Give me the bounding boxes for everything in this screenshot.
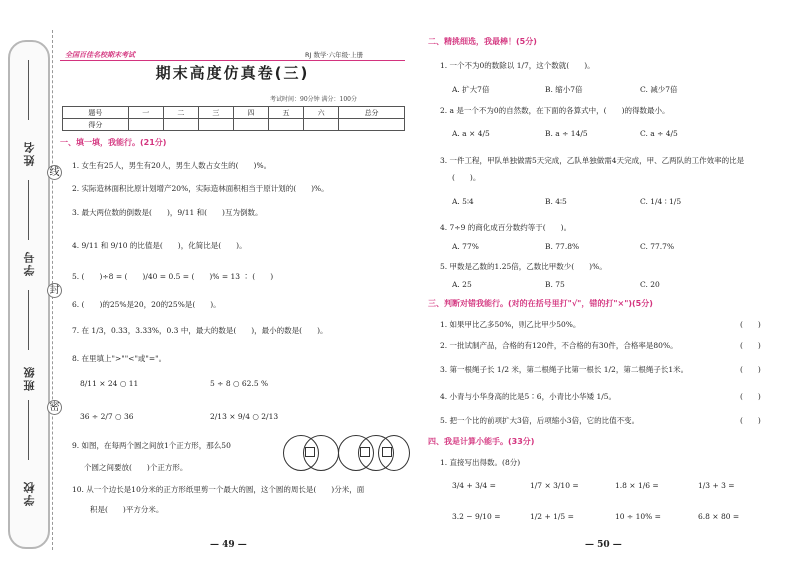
school-label: 学校 xyxy=(23,480,36,506)
section-3-heading: 三、判断对错我能行。(对的在括号里打"√"，错的打"×")(5分) xyxy=(428,299,653,308)
score-header-cell: 五 xyxy=(269,107,304,119)
q8-fill: 8. 在里填上">""<"或"="。 xyxy=(72,354,167,363)
calc-item: 6.8 × 80 = xyxy=(698,512,740,521)
mc-q2: 2. a 是一个不为0的自然数，在下面的各算式中，( )的得数最小。 xyxy=(440,106,670,115)
q5-fill: 5. ( )÷8 = ( )/40 = 0.5 = ( )% = 13 ∶ ( ) xyxy=(72,272,274,281)
page-number-right: — 50 — xyxy=(585,540,622,550)
section-4-heading: 四、我是计算小能手。(33分) xyxy=(428,437,535,446)
q3-fill: 3. 最大两位数的倒数是( )，9/11 和( )互为倒数。 xyxy=(72,208,263,217)
score-cell[interactable] xyxy=(233,119,268,131)
compare-2: 5 ÷ 8 ○ 62.5 % xyxy=(210,379,269,388)
mc-q2-opt-a[interactable]: A. a × 4/5 xyxy=(452,129,490,138)
binding-strip xyxy=(8,40,50,549)
compare-1: 8/11 × 24 ○ 11 xyxy=(80,379,139,388)
q2-fill: 2. 实际造林面积比原计划增产20%，实际造林面积相当于原计划的( )%。 xyxy=(72,184,329,193)
mc-q3-line1: 3. 一件工程，甲队单独做需5天完成，乙队单独做需4天完成，甲、乙两队的工作效率的比是 xyxy=(440,156,745,165)
score-cell[interactable] xyxy=(163,119,198,131)
mc-q3-opt-c[interactable]: C. 1/4 ∶ 1/5 xyxy=(640,197,682,206)
score-header-cell: 六 xyxy=(304,107,339,119)
score-cell[interactable] xyxy=(269,119,304,131)
score-header-cell: 总分 xyxy=(339,107,405,119)
mc-q4-opt-b[interactable]: B. 77.8% xyxy=(545,242,580,251)
name-label: 姓名 xyxy=(23,140,36,166)
score-header-cell: 四 xyxy=(233,107,268,119)
score-cell[interactable] xyxy=(339,119,405,131)
seal-line: 线 xyxy=(47,165,62,180)
page-title: 期末高度仿真卷(三) xyxy=(155,64,310,82)
id-line xyxy=(28,180,29,240)
q9-line1: 9. 如图，在每两个圆之间放1个正方形，那么50 xyxy=(72,441,231,450)
score-cell[interactable] xyxy=(128,119,163,131)
mc-q3-opt-b[interactable]: B. 4∶5 xyxy=(545,197,567,206)
judge-q3: 3. 第一根绳子长 1/2 米，第二根绳子比第一根长 1/2，第二根绳子长1米。 xyxy=(440,365,689,374)
judge-q1-answer[interactable]: ( ) xyxy=(740,320,761,329)
calc-item: 3.2 − 9/10 = xyxy=(452,512,501,521)
q10-line2: 积是( )平方分米。 xyxy=(90,505,164,514)
class-line xyxy=(28,290,29,350)
mc-q1: 1. 一个不为0的数除以 1/7，这个数就( )。 xyxy=(440,61,595,70)
compare-4: 2/13 × 9/4 ○ 2/13 xyxy=(210,412,279,421)
score-cell[interactable] xyxy=(198,119,233,131)
judge-q3-answer[interactable]: ( ) xyxy=(740,365,761,374)
seal-seal: 封 xyxy=(47,283,62,298)
mc-q5-opt-a[interactable]: A. 25 xyxy=(452,280,472,289)
mc-q5-opt-c[interactable]: C. 20 xyxy=(640,280,660,289)
mc-q5-opt-b[interactable]: B. 75 xyxy=(545,280,565,289)
judge-q5: 5. 把一个比的前项扩大3倍，后项缩小3倍，它的比值不变。 xyxy=(440,416,640,425)
school-line xyxy=(28,400,29,460)
section-2-heading: 二、精挑细选，我最棒！(5分) xyxy=(428,37,537,46)
judge-q4-answer[interactable]: ( ) xyxy=(740,392,761,401)
mc-q3-line2: ( )。 xyxy=(452,173,481,182)
judge-q4: 4. 小青与小华身高的比是5∶6，小青比小华矮 1/5。 xyxy=(440,392,617,401)
q1-fill: 1. 女生有25人，男生有20人，男生人数占女生的( )%。 xyxy=(72,161,272,170)
calc-item: 1.8 × 1/6 = xyxy=(615,481,659,490)
mc-q1-opt-a[interactable]: A. 扩大7倍 xyxy=(452,85,490,94)
brand-text: 全国百佳名校期末考试 xyxy=(65,51,135,59)
score-header-cell: 三 xyxy=(198,107,233,119)
score-table xyxy=(62,106,405,131)
calc-item: 1/2 + 1/5 = xyxy=(530,512,574,521)
mc-q5: 5. 甲数是乙数的1.25倍，乙数比甲数少( )%。 xyxy=(440,262,607,271)
mc-q2-opt-b[interactable]: B. a ÷ 14/5 xyxy=(545,129,588,138)
q10-line1: 10. 从一个边长是10分米的正方形纸里剪一个最大的圆，这个圆的周长是( )分米，面 xyxy=(72,485,365,494)
judge-q2: 2. 一批试制产品，合格的有120件，不合格的有30件，合格率是80%。 xyxy=(440,341,678,350)
header-rule xyxy=(60,60,405,61)
score-header-cell: 题号 xyxy=(63,107,129,119)
id-label: 学号 xyxy=(23,250,36,276)
page-number-left: — 49 — xyxy=(210,540,247,550)
judge-q5-answer[interactable]: ( ) xyxy=(740,416,761,425)
calc-item: 3/4 + 3/4 = xyxy=(452,481,496,490)
q9-line2: 个圆之间要放( )个正方形。 xyxy=(84,463,188,472)
q4-fill: 4. 9/11 和 9/10 的比值是( )，化简比是( )。 xyxy=(72,241,247,250)
compare-3: 36 ÷ 2/7 ○ 36 xyxy=(80,412,134,421)
exam-meta: 考试时间：90分钟 满分：100分 xyxy=(270,96,357,103)
score-header-cell: 一 xyxy=(128,107,163,119)
mc-q4: 4. 7÷9 的商化成百分数约等于( )。 xyxy=(440,223,572,232)
name-line xyxy=(28,60,29,120)
mc-q1-opt-c[interactable]: C. 减少7倍 xyxy=(640,85,678,94)
score-cell[interactable] xyxy=(304,119,339,131)
mc-q2-opt-c[interactable]: C. a ÷ 4/5 xyxy=(640,129,678,138)
judge-q1: 1. 如果甲比乙多50%，则乙比甲少50%。 xyxy=(440,320,581,329)
calc-item: 1/3 + 3 = xyxy=(698,481,735,490)
calc-part-1: 1. 直接写出得数。(8分) xyxy=(440,458,521,467)
score-header-cell: 二 xyxy=(163,107,198,119)
subject-text: RJ 数学·六年级·上册 xyxy=(305,51,364,59)
mc-q3-opt-a[interactable]: A. 5∶4 xyxy=(452,197,474,206)
mc-q4-opt-a[interactable]: A. 77% xyxy=(452,242,479,251)
class-label: 班级 xyxy=(23,365,36,391)
section-1-heading: 一、填一填，我能行。(21分) xyxy=(60,138,167,147)
calc-item: 1/7 × 3/10 = xyxy=(530,481,579,490)
calc-item: 10 ÷ 10% = xyxy=(615,512,661,521)
q6-fill: 6. ( )的25%是20，20的25%是( )。 xyxy=(72,300,221,309)
mc-q1-opt-b[interactable]: B. 缩小7倍 xyxy=(545,85,583,94)
judge-q2-answer[interactable]: ( ) xyxy=(740,341,761,350)
seal-secret: 密 xyxy=(47,400,62,415)
q7-fill: 7. 在 1/3，0.33，3.33%，0.3 中，最大的数是( )，最小的数是( )。 xyxy=(72,326,328,335)
score-row-label: 得分 xyxy=(63,119,129,131)
mc-q4-opt-c[interactable]: C. 77.7% xyxy=(640,242,675,251)
